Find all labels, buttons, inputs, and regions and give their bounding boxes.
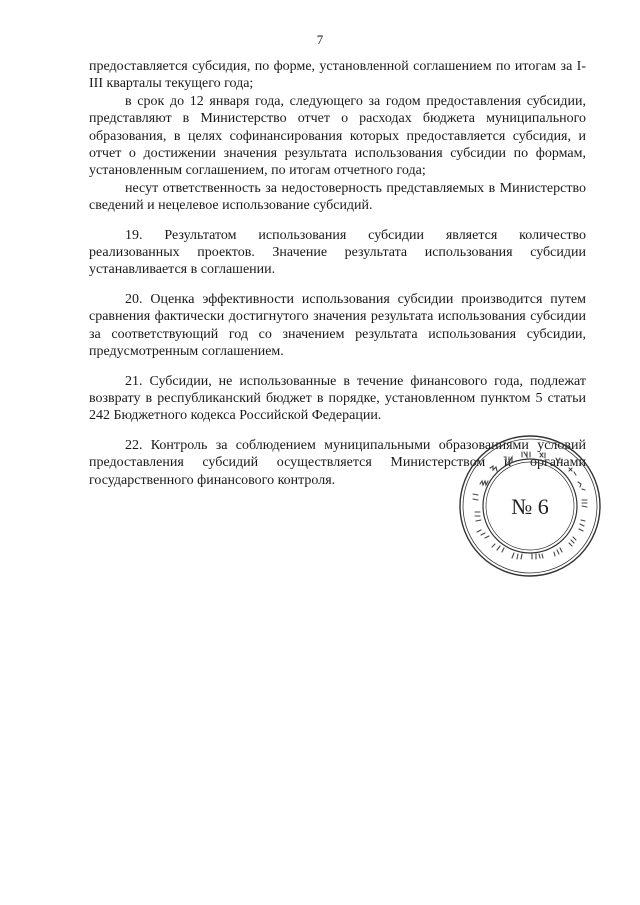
stamp-number-label: № 6 [511, 494, 549, 519]
official-seal-stamp [456, 432, 604, 580]
paragraph-20: 20. Оценка эффективности использования субсидии производится путем сравнения фактически достигнутого значения результата использования субсидии за соответствующий год со значением результата использования субсидии, предусмотренным соглашением. [89, 291, 586, 360]
paragraph-responsibility: несут ответственность за недостоверность представляемых в Министерство сведений и нецелевое использование субсидий. [89, 180, 586, 214]
page-number: 7 [316, 32, 324, 47]
paragraph-22: 22. Контроль за соблюдением муниципальными образованиями условий предоставления субсидий осуществляется Министерством и органами государственного финансового контроля. [89, 437, 586, 488]
paragraph-19: 19. Результатом использования субсидии является количество реализованных проектов. Значение результата использования субсидии устанавливается в соглашении. [89, 227, 586, 278]
paragraph-reporting-deadline: в срок до 12 января года, следующего за годом предоставления субсидии, представляют в Министерство отчет о расходах бюджета муниципального образования, в целях софинансирования которых предоставляется субсидия, и отчет о достижении значения результата использования субсидии по формам, установленным соглашением, по итогам отчетного года; [89, 93, 586, 179]
paragraph-21: 21. Субсидии, не использованные в течение финансового года, подлежат возврату в республиканский бюджет в порядке, установленном пунктом 5 статьи 242 Бюджетного кодекса Российской Федерации. [89, 373, 586, 424]
paragraph-continuation: предоставляется субсидия, по форме, установленной соглашением по итогам за I-III кварталы текущего года; [89, 59, 586, 92]
document-body [89, 58, 586, 489]
